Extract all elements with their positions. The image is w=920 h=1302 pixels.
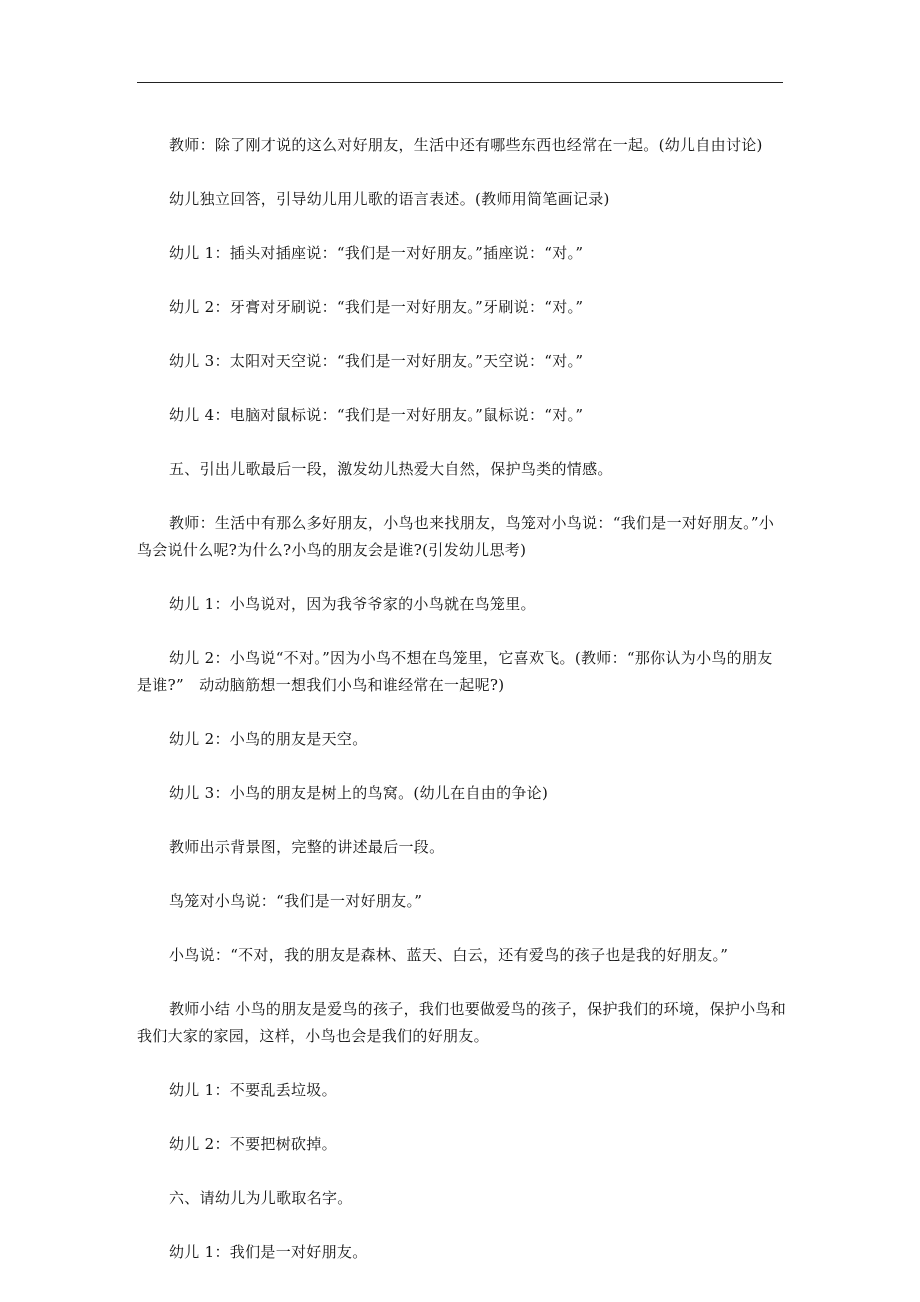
section-heading-six: 六、请幼儿为儿歌取名字。 [169, 1189, 353, 1207]
paragraph-child-3-sun: 幼儿 3：太阳对天空说：“我们是一对好朋友。”天空说：“对。” [169, 352, 584, 370]
paragraph-child-2-trees: 幼儿 2：不要把树砍掉。 [169, 1135, 337, 1153]
paragraph-child-1-litter: 幼儿 1：不要乱丢垃圾。 [169, 1081, 337, 1099]
paragraph-child-1-plug: 幼儿 1：插头对插座说：“我们是一对好朋友。”插座说：“对。” [169, 244, 584, 262]
paragraph-child-4-computer: 幼儿 4：电脑对鼠标说：“我们是一对好朋友。”鼠标说：“对。” [169, 406, 584, 424]
paragraph-child-3-nest: 幼儿 3：小鸟的朋友是树上的鸟窝。(幼儿在自由的争论) [169, 784, 549, 802]
paragraph-independent-answer: 幼儿独立回答，引导幼儿用儿歌的语言表述。(教师用简笔画记录) [169, 190, 610, 208]
paragraph-teacher-birdcage: 教师：生活中有那么多好朋友，小鸟也来找朋友，鸟笼对小鸟说：“我们是一对好朋友。”小鸟会说什么呢?为什么?小鸟的朋友会是谁?(引发幼儿思考) [137, 514, 775, 559]
document-body [137, 132, 787, 1293]
paragraph-teacher-summary: 教师小结 小鸟的朋友是爱鸟的孩子，我们也要做爱鸟的孩子，保护我们的环境，保护小鸟和我们大家的家园，这样，小鸟也会是我们的好朋友。 [137, 1000, 787, 1045]
paragraph-birdcage-says: 鸟笼对小鸟说：“我们是一对好朋友。” [169, 892, 423, 910]
paragraph-bird-says: 小鸟说：“不对，我的朋友是森林、蓝天、白云，还有爱鸟的孩子也是我的好朋友。” [169, 946, 729, 964]
paragraph-child-1-bird: 幼儿 1：小鸟说对，因为我爷爷家的小鸟就在鸟笼里。 [169, 595, 536, 613]
paragraph-child-2-toothpaste: 幼儿 2：牙膏对牙刷说：“我们是一对好朋友。”牙刷说：“对。” [169, 298, 584, 316]
paragraph-child-2-bird-disagree: 幼儿 2：小鸟说“不对。”因为小鸟不想在鸟笼里，它喜欢飞。(教师：“那你认为小鸟的朋友是谁?” 动动脑筋想一想我们小鸟和谁经常在一起呢?) [137, 649, 773, 694]
section-heading-five: 五、引出儿歌最后一段，激发幼儿热爱大自然，保护鸟类的情感。 [169, 460, 613, 478]
header-rule [137, 82, 783, 83]
paragraph-child-1-title: 幼儿 1：我们是一对好朋友。 [169, 1243, 368, 1261]
paragraph-teacher-background: 教师出示背景图，完整的讲述最后一段。 [169, 838, 445, 856]
paragraph-child-2-sky: 幼儿 2：小鸟的朋友是天空。 [169, 730, 368, 748]
paragraph-teacher-question: 教师：除了刚才说的这么对好朋友，生活中还有哪些东西也经常在一起。(幼儿自由讨论) [169, 136, 763, 154]
